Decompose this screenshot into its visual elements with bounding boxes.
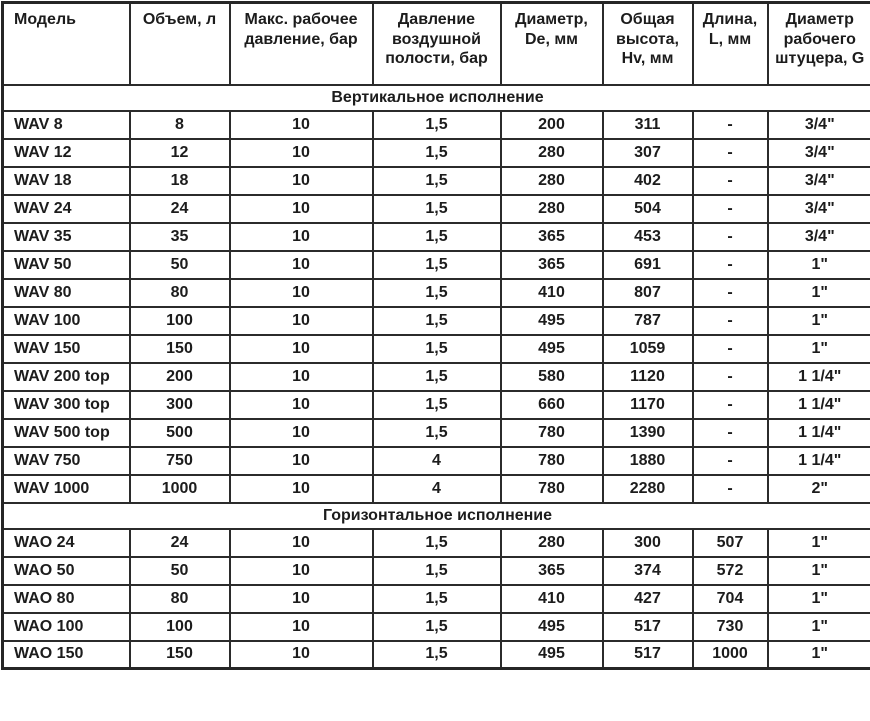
model-cell: WAO 24 bbox=[3, 529, 130, 557]
header-row bbox=[3, 3, 870, 85]
value-cell: 517 bbox=[603, 641, 693, 669]
value-cell: 50 bbox=[130, 251, 230, 279]
value-cell: 1" bbox=[768, 251, 870, 279]
value-cell: 507 bbox=[693, 529, 768, 557]
value-cell: 200 bbox=[501, 111, 603, 139]
table-row bbox=[3, 585, 870, 613]
value-cell: 1 1/4" bbox=[768, 419, 870, 447]
value-cell: 10 bbox=[230, 447, 373, 475]
model-cell: WAV 500 top bbox=[3, 419, 130, 447]
value-cell: 1" bbox=[768, 335, 870, 363]
value-cell: 10 bbox=[230, 641, 373, 669]
table-row bbox=[3, 419, 870, 447]
value-cell: 2" bbox=[768, 475, 870, 503]
value-cell: 1000 bbox=[693, 641, 768, 669]
column-header-7: Длина, L, мм bbox=[693, 3, 768, 85]
value-cell: 495 bbox=[501, 641, 603, 669]
value-cell: 10 bbox=[230, 195, 373, 223]
value-cell: 1" bbox=[768, 641, 870, 669]
value-cell: 311 bbox=[603, 111, 693, 139]
value-cell: 495 bbox=[501, 613, 603, 641]
value-cell: 1" bbox=[768, 307, 870, 335]
table-row bbox=[3, 391, 870, 419]
value-cell: 3/4" bbox=[768, 223, 870, 251]
table-header bbox=[3, 3, 870, 85]
table-row bbox=[3, 251, 870, 279]
value-cell: 100 bbox=[130, 613, 230, 641]
model-cell: WAO 80 bbox=[3, 585, 130, 613]
value-cell: - bbox=[693, 419, 768, 447]
value-cell: 12 bbox=[130, 139, 230, 167]
value-cell: 787 bbox=[603, 307, 693, 335]
value-cell: 750 bbox=[130, 447, 230, 475]
value-cell: 307 bbox=[603, 139, 693, 167]
value-cell: 3/4" bbox=[768, 111, 870, 139]
section-row-2 bbox=[3, 503, 870, 529]
value-cell: 10 bbox=[230, 251, 373, 279]
value-cell: 365 bbox=[501, 223, 603, 251]
value-cell: 10 bbox=[230, 557, 373, 585]
table-row bbox=[3, 139, 870, 167]
value-cell: 1,5 bbox=[373, 167, 501, 195]
value-cell: 2280 bbox=[603, 475, 693, 503]
value-cell: 365 bbox=[501, 557, 603, 585]
section-row-1 bbox=[3, 85, 870, 111]
table-row bbox=[3, 167, 870, 195]
model-cell: WAV 35 bbox=[3, 223, 130, 251]
table-row bbox=[3, 111, 870, 139]
model-cell: WAV 1000 bbox=[3, 475, 130, 503]
value-cell: 300 bbox=[603, 529, 693, 557]
value-cell: 1,5 bbox=[373, 139, 501, 167]
value-cell: 80 bbox=[130, 279, 230, 307]
value-cell: 3/4" bbox=[768, 167, 870, 195]
value-cell: 691 bbox=[603, 251, 693, 279]
value-cell: 4 bbox=[373, 475, 501, 503]
value-cell: 504 bbox=[603, 195, 693, 223]
value-cell: 365 bbox=[501, 251, 603, 279]
value-cell: - bbox=[693, 167, 768, 195]
value-cell: 1" bbox=[768, 529, 870, 557]
value-cell: 402 bbox=[603, 167, 693, 195]
table-row bbox=[3, 307, 870, 335]
table-row bbox=[3, 529, 870, 557]
value-cell: 1,5 bbox=[373, 529, 501, 557]
value-cell: 704 bbox=[693, 585, 768, 613]
value-cell: 10 bbox=[230, 307, 373, 335]
value-cell: 1" bbox=[768, 613, 870, 641]
value-cell: 1,5 bbox=[373, 391, 501, 419]
value-cell: 10 bbox=[230, 529, 373, 557]
value-cell: 10 bbox=[230, 111, 373, 139]
value-cell: 1 1/4" bbox=[768, 447, 870, 475]
value-cell: 495 bbox=[501, 335, 603, 363]
value-cell: 495 bbox=[501, 307, 603, 335]
model-cell: WAV 8 bbox=[3, 111, 130, 139]
value-cell: 3/4" bbox=[768, 195, 870, 223]
model-cell: WAV 150 bbox=[3, 335, 130, 363]
value-cell: 200 bbox=[130, 363, 230, 391]
model-cell: WAV 100 bbox=[3, 307, 130, 335]
table-row bbox=[3, 641, 870, 669]
value-cell: 10 bbox=[230, 585, 373, 613]
value-cell: 453 bbox=[603, 223, 693, 251]
value-cell: 1" bbox=[768, 279, 870, 307]
value-cell: 807 bbox=[603, 279, 693, 307]
value-cell: 1,5 bbox=[373, 111, 501, 139]
value-cell: 1880 bbox=[603, 447, 693, 475]
table-row bbox=[3, 447, 870, 475]
column-header-1: Модель bbox=[3, 3, 130, 85]
value-cell: 10 bbox=[230, 391, 373, 419]
value-cell: 8 bbox=[130, 111, 230, 139]
value-cell: 1,5 bbox=[373, 251, 501, 279]
column-header-2: Объем, л bbox=[130, 3, 230, 85]
table-body bbox=[3, 85, 870, 669]
model-cell: WAV 24 bbox=[3, 195, 130, 223]
value-cell: 280 bbox=[501, 195, 603, 223]
value-cell: 1,5 bbox=[373, 613, 501, 641]
value-cell: 80 bbox=[130, 585, 230, 613]
value-cell: 780 bbox=[501, 475, 603, 503]
model-cell: WAV 200 top bbox=[3, 363, 130, 391]
table-row bbox=[3, 335, 870, 363]
column-header-3: Макс. рабочее давление, бар bbox=[230, 3, 373, 85]
value-cell: 580 bbox=[501, 363, 603, 391]
value-cell: 1 1/4" bbox=[768, 363, 870, 391]
value-cell: 10 bbox=[230, 613, 373, 641]
value-cell: 1,5 bbox=[373, 585, 501, 613]
value-cell: 517 bbox=[603, 613, 693, 641]
value-cell: 1,5 bbox=[373, 279, 501, 307]
value-cell: 1000 bbox=[130, 475, 230, 503]
value-cell: 10 bbox=[230, 223, 373, 251]
value-cell: 730 bbox=[693, 613, 768, 641]
value-cell: 1,5 bbox=[373, 195, 501, 223]
value-cell: 1" bbox=[768, 557, 870, 585]
value-cell: 24 bbox=[130, 195, 230, 223]
value-cell: 1059 bbox=[603, 335, 693, 363]
value-cell: - bbox=[693, 447, 768, 475]
spec-table bbox=[1, 1, 870, 670]
value-cell: - bbox=[693, 307, 768, 335]
value-cell: 10 bbox=[230, 167, 373, 195]
value-cell: - bbox=[693, 195, 768, 223]
value-cell: 1,5 bbox=[373, 419, 501, 447]
table-row bbox=[3, 613, 870, 641]
value-cell: 1390 bbox=[603, 419, 693, 447]
value-cell: 300 bbox=[130, 391, 230, 419]
table-row bbox=[3, 557, 870, 585]
value-cell: 427 bbox=[603, 585, 693, 613]
value-cell: 280 bbox=[501, 167, 603, 195]
value-cell: 10 bbox=[230, 139, 373, 167]
value-cell: 18 bbox=[130, 167, 230, 195]
value-cell: 1" bbox=[768, 585, 870, 613]
model-cell: WAV 18 bbox=[3, 167, 130, 195]
value-cell: 3/4" bbox=[768, 139, 870, 167]
model-cell: WAV 12 bbox=[3, 139, 130, 167]
value-cell: - bbox=[693, 391, 768, 419]
value-cell: - bbox=[693, 335, 768, 363]
value-cell: 1170 bbox=[603, 391, 693, 419]
table-row bbox=[3, 363, 870, 391]
value-cell: 10 bbox=[230, 419, 373, 447]
model-cell: WAV 80 bbox=[3, 279, 130, 307]
value-cell: 1,5 bbox=[373, 641, 501, 669]
value-cell: 1,5 bbox=[373, 335, 501, 363]
table-row bbox=[3, 223, 870, 251]
value-cell: 1,5 bbox=[373, 307, 501, 335]
table-row bbox=[3, 195, 870, 223]
table-row bbox=[3, 475, 870, 503]
value-cell: - bbox=[693, 251, 768, 279]
value-cell: 10 bbox=[230, 363, 373, 391]
value-cell: - bbox=[693, 475, 768, 503]
value-cell: 660 bbox=[501, 391, 603, 419]
value-cell: - bbox=[693, 223, 768, 251]
value-cell: 1,5 bbox=[373, 363, 501, 391]
value-cell: 374 bbox=[603, 557, 693, 585]
value-cell: 4 bbox=[373, 447, 501, 475]
column-header-4: Давление воздушной полости, бар bbox=[373, 3, 501, 85]
section-title: Вертикальное исполнение bbox=[3, 85, 870, 111]
value-cell: - bbox=[693, 363, 768, 391]
value-cell: 280 bbox=[501, 139, 603, 167]
value-cell: 410 bbox=[501, 279, 603, 307]
value-cell: 410 bbox=[501, 585, 603, 613]
value-cell: 500 bbox=[130, 419, 230, 447]
model-cell: WAO 50 bbox=[3, 557, 130, 585]
column-header-6: Общая высота, Hv, мм bbox=[603, 3, 693, 85]
value-cell: 100 bbox=[130, 307, 230, 335]
column-header-5: Диаметр, De, мм bbox=[501, 3, 603, 85]
value-cell: 150 bbox=[130, 641, 230, 669]
value-cell: 150 bbox=[130, 335, 230, 363]
value-cell: 24 bbox=[130, 529, 230, 557]
model-cell: WAO 100 bbox=[3, 613, 130, 641]
value-cell: 280 bbox=[501, 529, 603, 557]
value-cell: - bbox=[693, 111, 768, 139]
value-cell: - bbox=[693, 279, 768, 307]
value-cell: 780 bbox=[501, 447, 603, 475]
value-cell: 50 bbox=[130, 557, 230, 585]
table-row bbox=[3, 279, 870, 307]
column-header-8: Диаметр рабочего штуцера, G bbox=[768, 3, 870, 85]
value-cell: 35 bbox=[130, 223, 230, 251]
section-title: Горизонтальное исполнение bbox=[3, 503, 870, 529]
model-cell: WAV 50 bbox=[3, 251, 130, 279]
model-cell: WAV 750 bbox=[3, 447, 130, 475]
value-cell: - bbox=[693, 139, 768, 167]
value-cell: 1120 bbox=[603, 363, 693, 391]
value-cell: 572 bbox=[693, 557, 768, 585]
value-cell: 1,5 bbox=[373, 557, 501, 585]
value-cell: 780 bbox=[501, 419, 603, 447]
value-cell: 10 bbox=[230, 475, 373, 503]
model-cell: WAV 300 top bbox=[3, 391, 130, 419]
value-cell: 10 bbox=[230, 279, 373, 307]
value-cell: 1,5 bbox=[373, 223, 501, 251]
value-cell: 1 1/4" bbox=[768, 391, 870, 419]
value-cell: 10 bbox=[230, 335, 373, 363]
model-cell: WAO 150 bbox=[3, 641, 130, 669]
